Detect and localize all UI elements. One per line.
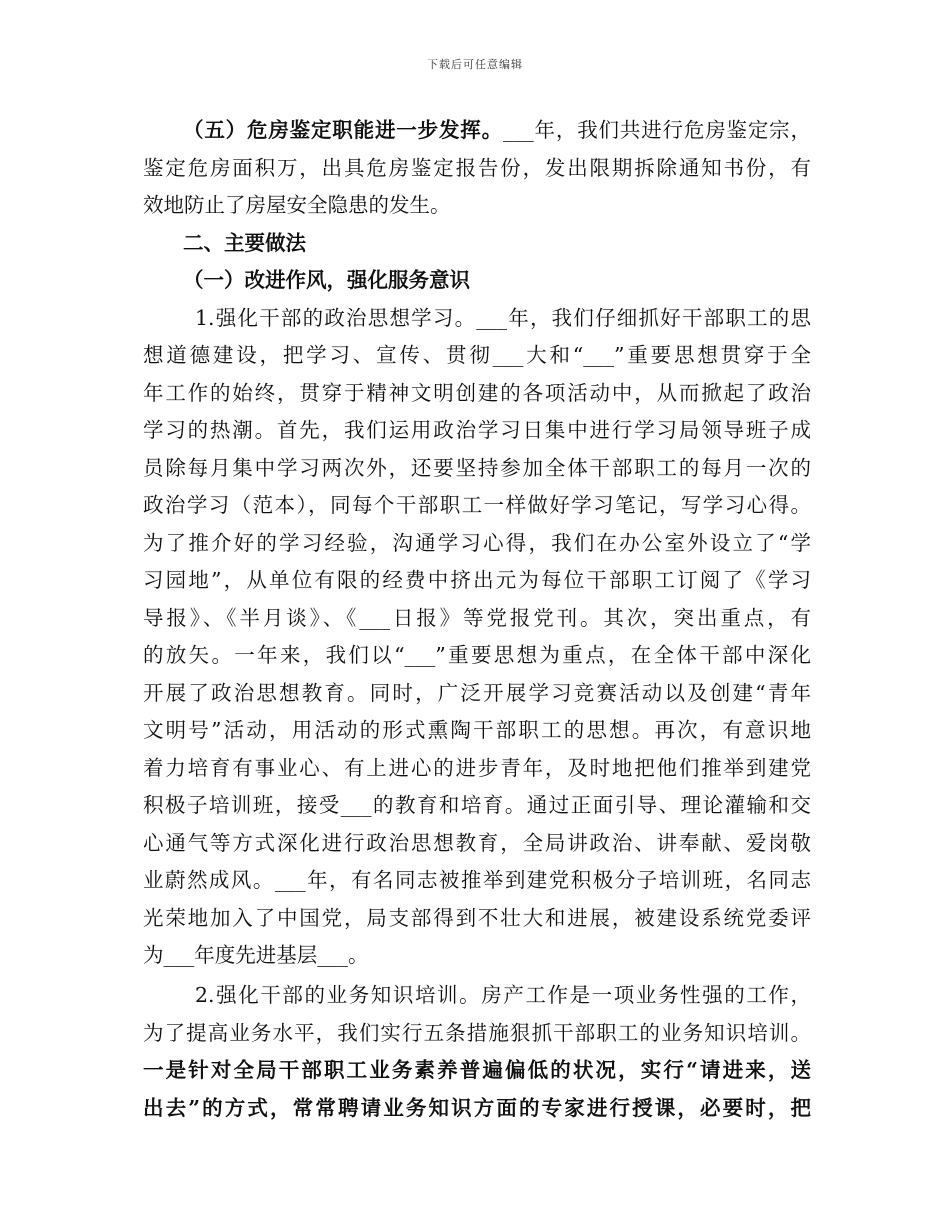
heading-main-methods: 二、主要做法 [183, 230, 306, 255]
paragraph-1-line-9: 导报》、《半月谈》、《___日报》等党报党刊。其次，突出重点，有 [143, 605, 811, 630]
paragraph-2-line-1: 2.强化干部的业务知识培训。房产工作是一项业务性强的工作， [195, 982, 811, 1007]
paragraph-1-line-10: 的放矢。一年来，我们以“___”重要思想为重点，在全体干部中深化 [143, 643, 811, 667]
paragraph-1-line-1: 1.强化干部的政治思想学习。___年，我们仔细抓好干部职工的思 [195, 305, 811, 330]
paragraph-1-line-17: 光荣地加入了中国党，局支部得到不壮大和进展，被建设系统党委评 [143, 905, 811, 930]
paragraph-1-line-6: 政治学习（范本），同每个干部职工一样做好学习笔记，写学习心得。 [143, 493, 811, 517]
paragraph-1-line-8: 习园地”，从单位有限的经费中挤出元为每位干部职工订阅了《学习 [143, 568, 811, 592]
paragraph-2-line-4: 出去”的方式，常常聘请业务知识方面的专家进行授课，必要时，把 [143, 1095, 811, 1120]
paragraph-1-line-3: 年工作的始终，贯穿于精神文明创建的各项活动中，从而掀起了政治 [143, 380, 811, 405]
paragraph-1-line-14: 积极子培训班，接受___的教育和培育。通过正面引导、理论灌输和交 [143, 793, 811, 817]
heading-improve-style: （一）改进作风，强化服务意识 [183, 268, 470, 292]
paragraph-2-line-2: 为了提高业务水平，我们实行五条措施狠抓干部职工的业务知识培训。 [143, 1020, 811, 1045]
paragraph-1-line-5: 员除每月集中学习两次外，还要坚持参加全体干部职工的每月一次的 [143, 455, 811, 480]
paragraph-1-line-16: 业蔚然成风。___年，有名同志被推举到建党积极分子培训班，名同志 [143, 868, 811, 892]
page-header-note: 下载后可任意编辑 [427, 58, 523, 71]
paragraph-1-line-18: 为___年度先进基层___。 [143, 943, 369, 967]
document-body [143, 112, 811, 1127]
section-5-line-3: 效地防止了房屋安全隐患的发生。 [143, 193, 451, 217]
paragraph-1-line-13: 着力培育有事业心、有上进心的进步青年，及时地把他们推举到建党 [143, 755, 811, 780]
paragraph-1-line-2: 想道德建设，把学习、宣传、贯彻___大和“___”重要思想贯穿于全 [143, 343, 811, 367]
paragraph-1-line-4: 学习的热潮。首先，我们运用政治学习日集中进行学习局领导班子成 [143, 418, 811, 442]
paragraph-1-line-11: 开展了政治思想教育。同时，广泛开展学习竞赛活动以及创建“青年 [143, 680, 811, 705]
paragraph-1-line-12: 文明号”活动，用活动的形式熏陶干部职工的思想。再次，有意识地 [143, 718, 811, 742]
paragraph-2-line-3: 一是针对全局干部职工业务素养普遍偏低的状况，实行“请进来，送 [143, 1058, 811, 1082]
section-5-heading: （五）危房鉴定职能进一步发挥。 [183, 118, 503, 142]
section-5-text: ___年，我们共进行危房鉴定宗， [502, 118, 812, 142]
section-5-line-2: 鉴定危房面积万，出具危房鉴定报告份，发出限期拆除通知书份，有 [143, 155, 811, 180]
paragraph-1-line-15: 心通气等方式深化进行政治思想教育，全局讲政治、讲奉献、爱岗敬 [143, 830, 811, 855]
section-5-line-1 [143, 112, 811, 150]
paragraph-1-line-7: 为了推介好的学习经验，沟通学习心得，我们在办公室外设立了“学 [143, 530, 811, 555]
